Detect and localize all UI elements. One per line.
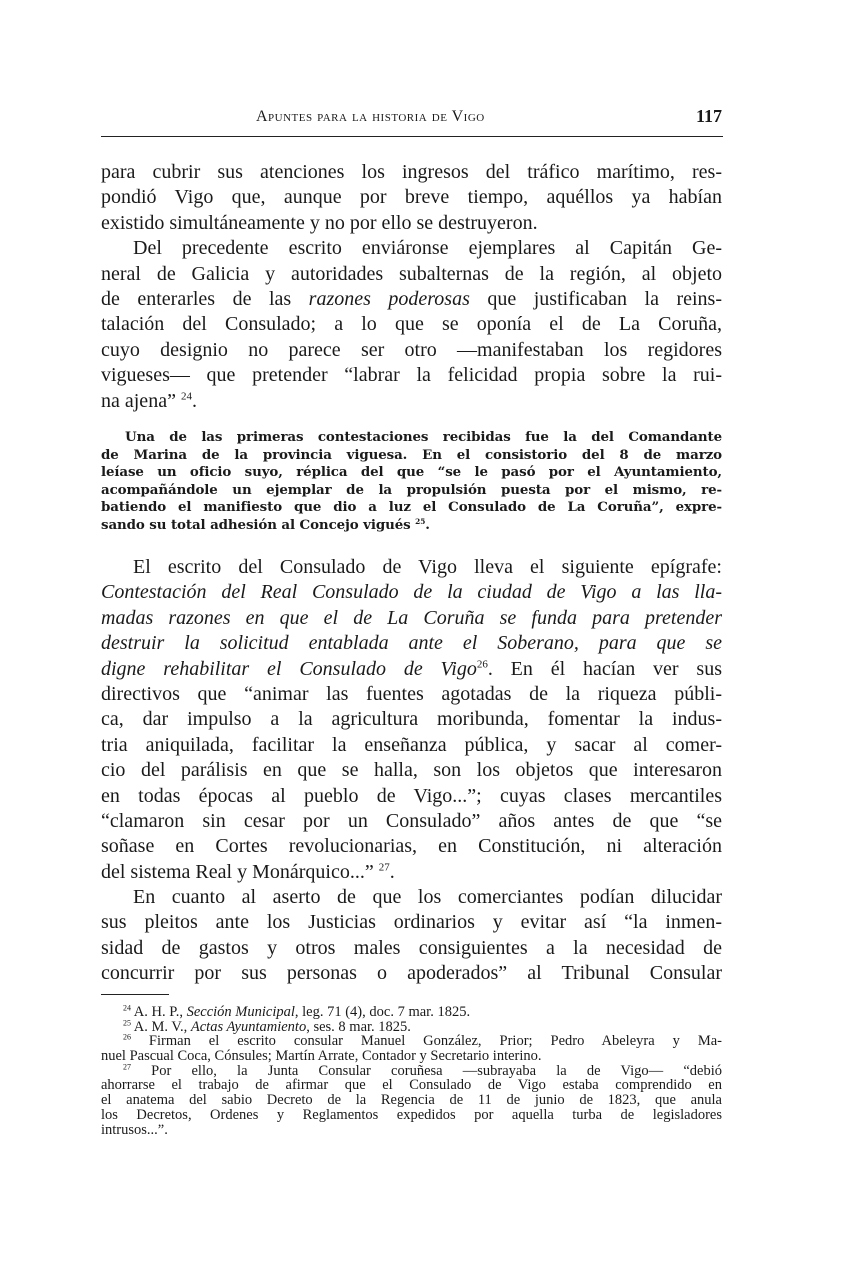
text-line: [101, 657, 722, 682]
text-run: ca, dar impulso a la agricultura moribunda, fomentar la indus-: [101, 708, 722, 731]
text-run: Una de las primeras contestaciones recibidas fue la del Comandante: [125, 429, 722, 445]
text-line: [101, 758, 722, 783]
text-run: .: [191, 389, 197, 412]
header-rule: [101, 136, 723, 137]
body-text-top: [101, 160, 722, 414]
text-run: . En él hacían ver sus: [487, 657, 722, 680]
text-line: [101, 287, 722, 312]
text-line: [101, 606, 722, 631]
text-line: [101, 447, 722, 465]
body-text-bottom: [101, 555, 722, 987]
text-line: [101, 312, 722, 337]
footnote-ref: 25: [123, 1018, 131, 1028]
text-line: [101, 185, 722, 210]
text-line: [101, 338, 722, 363]
text-run: sus pleitos ante los Justicias ordinarios y evitar así “la inmen-: [101, 911, 722, 934]
footnote-ref: 26: [123, 1032, 131, 1042]
text-line: [101, 809, 722, 834]
text-line: [101, 363, 722, 388]
text-line: [101, 860, 722, 885]
page-number: 117: [695, 106, 722, 126]
text-line: [101, 707, 722, 732]
text-run: na ajena”: [101, 389, 181, 412]
text-run: el anatema del sabio Decreto de la Regencia de 11 de junio de 1823, que anula: [101, 1092, 722, 1109]
text-line: [101, 464, 722, 482]
italic-text: digne rehabilitar el Consulado de Vigo: [101, 657, 477, 680]
text-run: vigueses— que pretender “labrar la felicidad propia sobre la rui-: [101, 364, 722, 387]
block-quote: [101, 429, 722, 535]
footnote-ref: 26: [476, 657, 488, 670]
text-line: [101, 1078, 722, 1093]
text-line: [101, 1034, 722, 1049]
text-run: Del precedente escrito enviáronse ejemplares al Capitán Ge-: [133, 237, 722, 260]
text-run: en todas épocas al pueblo de Vigo...”; cuyas clases mercantiles: [101, 784, 722, 807]
italic-text: Actas Ayuntamiento: [190, 1018, 307, 1035]
text-line: [101, 733, 722, 758]
footnote-ref: 25: [415, 516, 426, 526]
text-line: [101, 1123, 722, 1138]
italic-text: destruir la solicitud entablada ante el Soberano, para que se: [101, 632, 722, 655]
text-line: [101, 1005, 722, 1020]
text-run: batiendo el manifiesto que dio a luz el Consulado de La Coruña”, expre-: [101, 499, 722, 516]
text-run: directivos que “animar las fuentes agotadas de la riqueza públi-: [101, 682, 722, 705]
text-run: de enterarles de las: [101, 287, 309, 310]
text-line: [101, 499, 722, 517]
text-run: neral de Galicia y autoridades subalternas de la región, al objeto: [101, 262, 722, 285]
text-run: los Decretos, Ordenes y Reglamentos expedidos por aquella turba de legisladores: [101, 1106, 722, 1123]
text-line: [101, 429, 722, 447]
text-run: .: [425, 516, 430, 533]
text-run: que justificaban la reins-: [469, 287, 722, 310]
text-line: [101, 160, 722, 185]
text-line: [101, 1049, 722, 1064]
footnote: [101, 1064, 722, 1137]
text-run: .: [389, 860, 395, 883]
text-line: [101, 1108, 722, 1123]
text-line: [101, 682, 722, 707]
paragraph: [101, 885, 722, 987]
running-title: Apuntes para la historia de Vigo: [256, 108, 485, 125]
text-line: [101, 936, 722, 961]
text-run: cuyo designio no parece ser otro —manifestaban los regidores: [101, 338, 722, 361]
footnote: [101, 1034, 722, 1063]
text-run: nuel Pascual Coca, Cónsules; Martín Arrate, Contador y Secretario interino.: [101, 1048, 542, 1065]
footnote-ref: 24: [123, 1003, 131, 1013]
text-run: intrusos...”.: [101, 1121, 168, 1138]
text-run: sando su total adhesión al Concejo vigués: [101, 516, 416, 533]
text-line: [101, 236, 722, 261]
text-line: [101, 961, 722, 986]
text-run: acompañándole un ejemplar de la propulsión puesta por el mismo, re-: [101, 481, 722, 498]
text-line: [101, 389, 722, 414]
footnote-rule: [101, 994, 169, 995]
text-run: Firman el escrito consular Manuel González, Prior; Pedro Abeleyra y Ma-: [130, 1033, 722, 1050]
footnote-ref: 27: [123, 1062, 131, 1072]
text-line: [101, 1093, 722, 1108]
text-line: [101, 211, 722, 236]
text-run: para cubrir sus atenciones los ingresos del tráfico marítimo, res-: [101, 161, 722, 183]
footnote-ref: 24: [180, 389, 192, 402]
text-run: , leg. 71 (4), doc. 7 mar. 1825.: [294, 1004, 471, 1020]
text-run: cio del parálisis en que se halla, son los objetos que interesaron: [101, 759, 722, 782]
text-line: [101, 910, 722, 935]
text-run: tria aniquilada, facilitar la enseñanza pública, y sacar al comer-: [101, 733, 722, 756]
text-run: ahorrarse el trabajo de afirmar que el Consulado de Vigo estaba comprendido en: [101, 1077, 722, 1094]
text-line: [101, 580, 722, 605]
text-line: [101, 555, 722, 580]
text-run: A. H. P.,: [130, 1004, 187, 1020]
text-run: , ses. 8 mar. 1825.: [306, 1018, 411, 1035]
text-line: [101, 1064, 722, 1079]
text-line: [101, 784, 722, 809]
italic-text: Sección Municipal: [186, 1004, 295, 1020]
text-line: [101, 631, 722, 656]
italic-text: madas razones en que el de La Coruña se funda para pretender: [101, 606, 722, 629]
paragraph: [101, 236, 722, 414]
text-line: [101, 517, 722, 535]
text-run: talación del Consulado; a lo que se oponía el de La Coruña,: [101, 313, 722, 336]
text-run: soñase en Cortes revolucionarias, en Constitución, ni alteración: [101, 835, 722, 858]
italic-text: razones poderosas: [308, 287, 470, 310]
text-run: Por ello, la Junta Consular coruñesa —subrayaba la de Vigo— “debió: [130, 1062, 722, 1079]
footnote-ref: 27: [378, 861, 390, 873]
text-run: leíase un oficio suyo, réplica del que “se le pasó por el Ayuntamiento,: [101, 464, 722, 481]
text-run: sidad de gastos y otros males consiguientes a la necesidad de: [101, 936, 722, 959]
text-run: “clamaron sin cesar por un Consulado” años antes de que “se: [101, 809, 722, 832]
text-run: del sistema Real y Monárquico...”: [101, 860, 379, 883]
footnotes: [101, 1005, 722, 1137]
text-run: pondió Vigo que, aunque por breve tiempo, aquéllos ya habían: [101, 186, 722, 209]
text-run: En cuanto al aserto de que los comerciantes podían dilucidar: [133, 886, 722, 909]
text-line: [101, 262, 722, 287]
running-header: [101, 106, 722, 130]
text-line: [101, 482, 722, 500]
italic-text: Contestación del Real Consulado de la ciudad de Vigo a las lla-: [101, 581, 722, 604]
footnote: [101, 1005, 722, 1020]
text-run: de Marina de la provincia viguesa. En el consistorio del 8 de marzo: [101, 446, 722, 463]
text-run: El escrito del Consulado de Vigo lleva el siguiente epígrafe:: [133, 556, 722, 578]
text-run: concurrir por sus personas o apoderados” al Tribunal Consular: [101, 962, 722, 985]
text-line: [101, 834, 722, 859]
paragraph: [101, 160, 722, 236]
text-run: A. M. V.,: [130, 1018, 191, 1035]
paragraph: [101, 555, 722, 885]
text-run: existido simultáneamente y no por ello se destruyeron.: [101, 211, 538, 234]
text-line: [101, 885, 722, 910]
